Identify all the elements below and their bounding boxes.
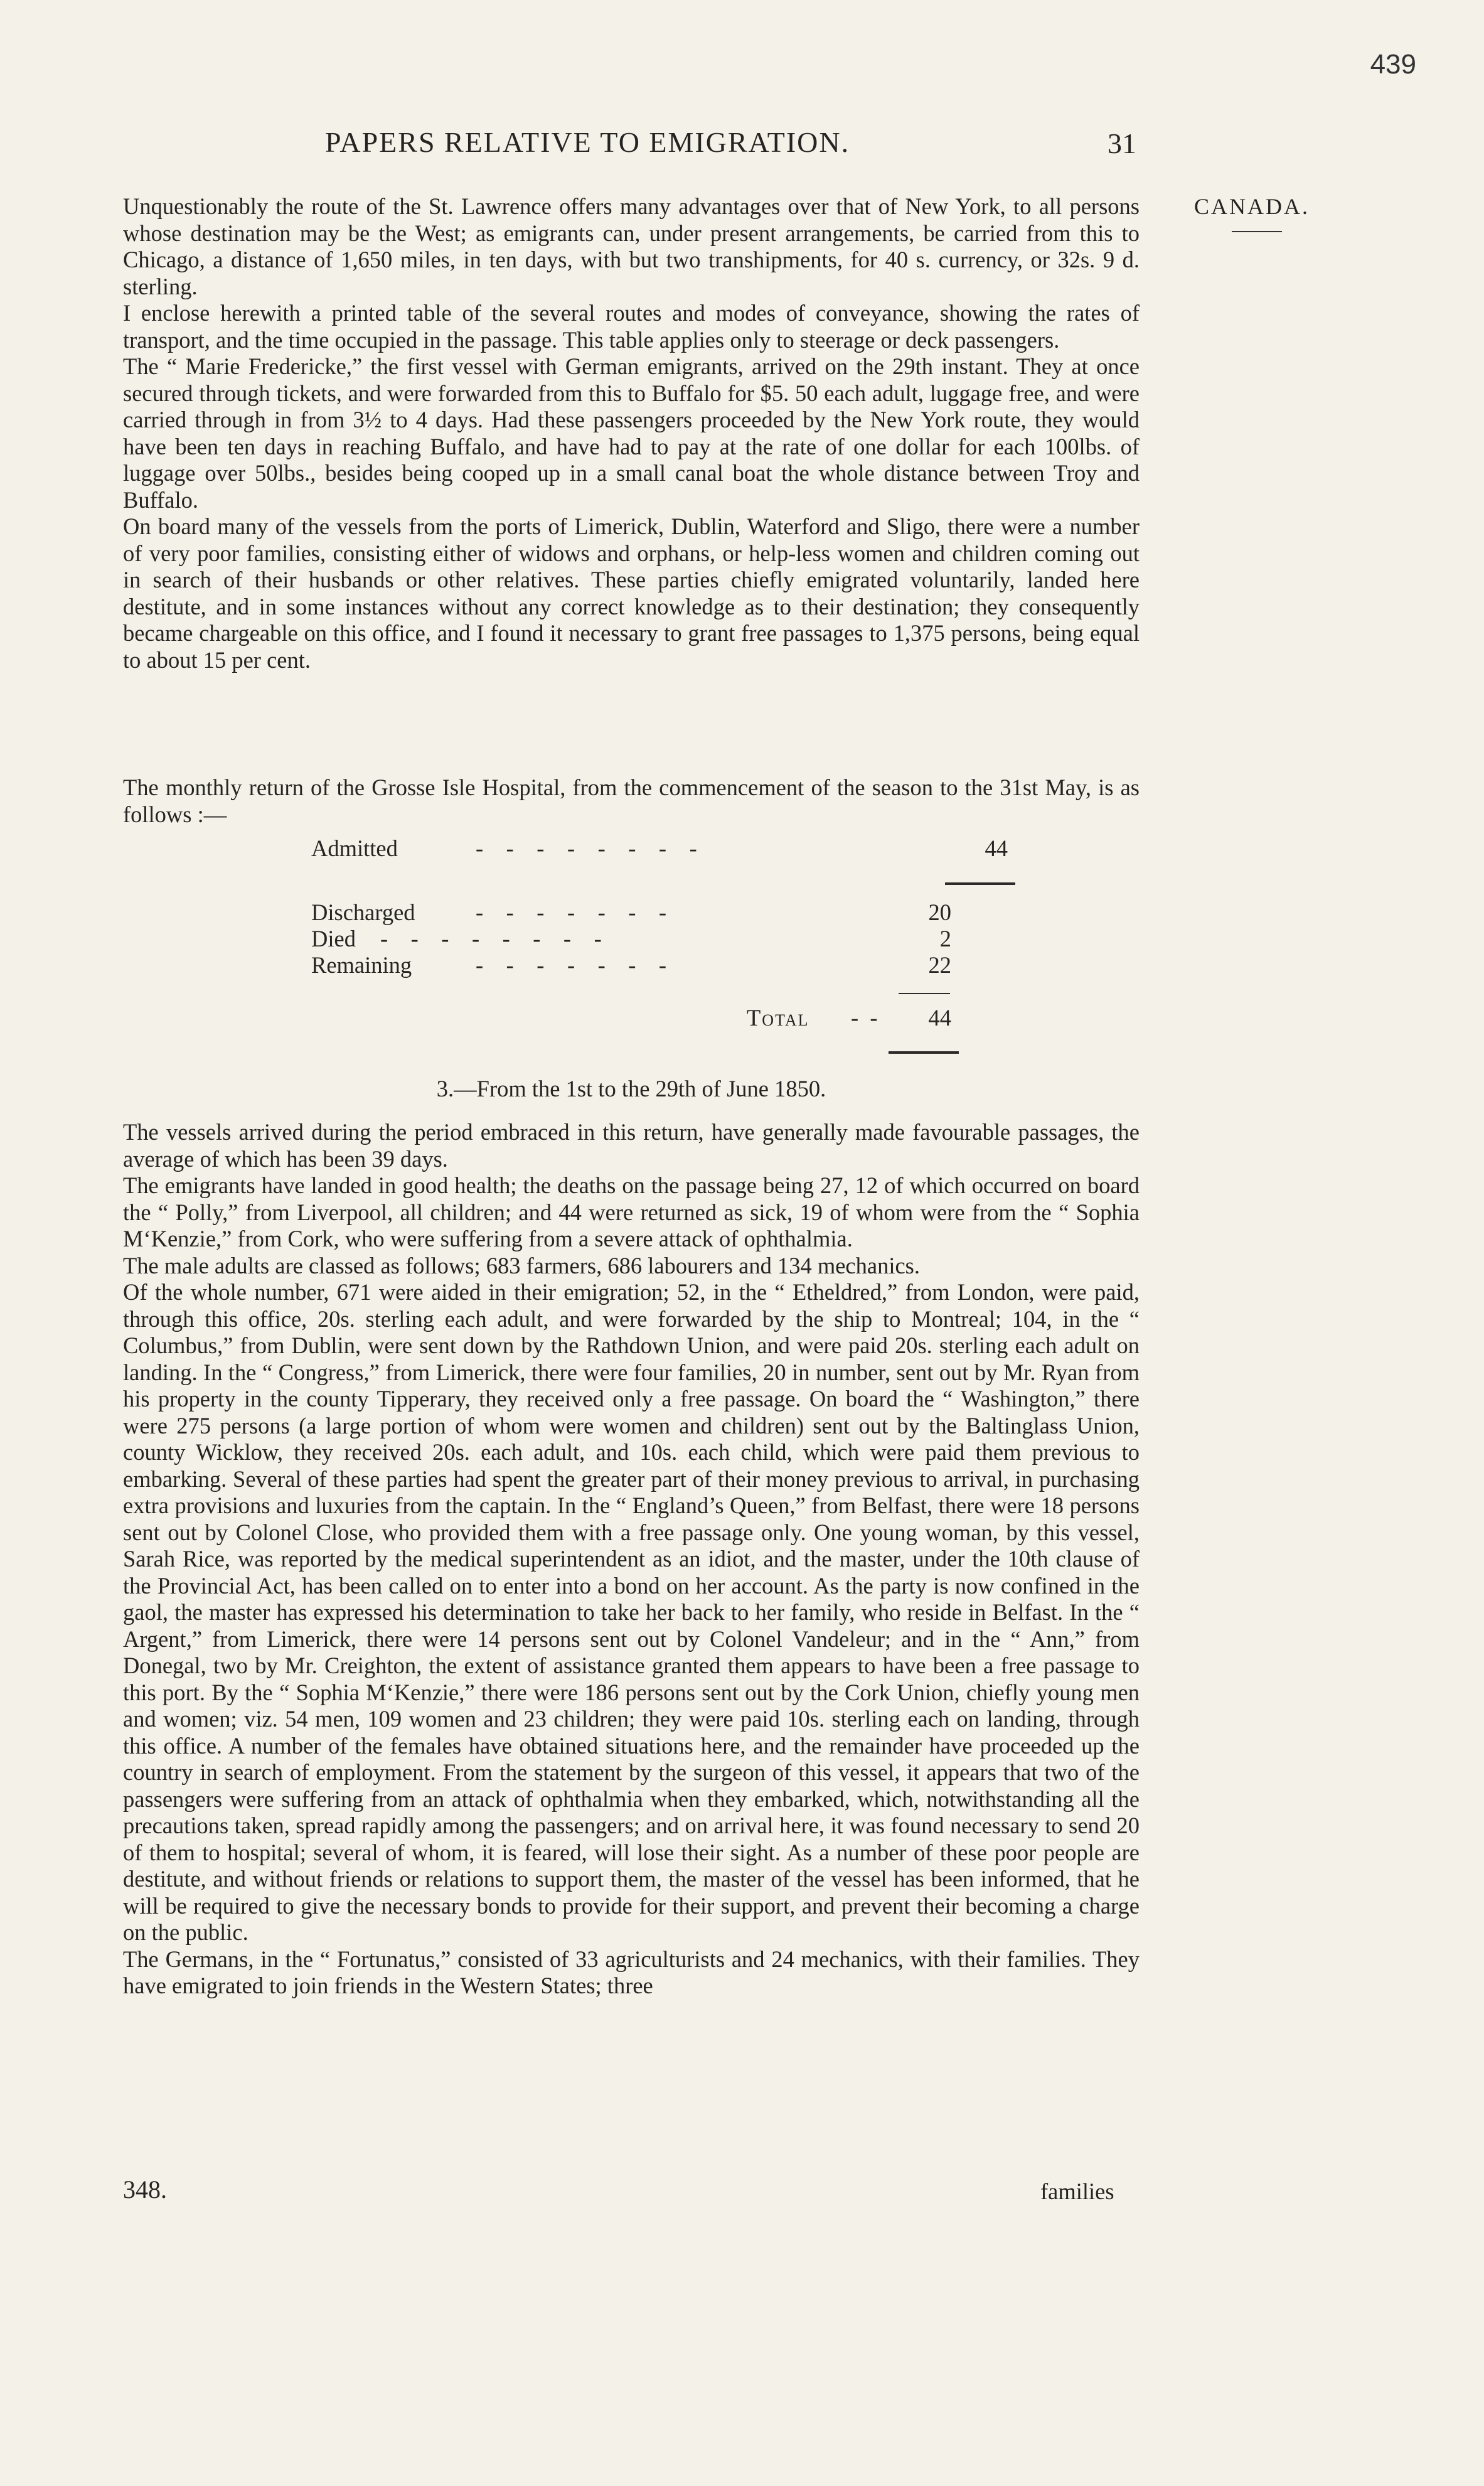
label-remaining: Remaining: [311, 952, 412, 978]
running-title: PAPERS RELATIVE TO EMIGRATION.: [325, 126, 850, 158]
paragraph: Unquestionably the route of the St. Lawrence offers many advantages over that of New York, to all persons whose destination may be the West; as emigrants can, under present arrangements, be carried from this to Chicago, a distance of 1,650 miles, in ten days, with but two transhipments, for 40 s. currency, or 32s. 9 d. sterling.: [123, 193, 1140, 299]
paragraph: I enclose herewith a printed table of the several routes and modes of conveyance, showing the rates of transport, and the time occupied in the passage. This table applies only to steerage or deck passengers.: [123, 300, 1140, 353]
row-died: [311, 925, 1020, 953]
body-section-a: [123, 193, 1140, 673]
row-remaining: [311, 951, 1020, 979]
leader-dots: - - - - - - -: [476, 952, 667, 978]
label-admitted: Admitted: [311, 835, 398, 861]
page-number: 31: [1108, 127, 1136, 159]
value-discharged: 20: [928, 899, 951, 925]
value-total: 44: [928, 1005, 951, 1031]
value-admitted: 44: [985, 835, 1008, 861]
paragraph: On board many of the vessels from the ports of Limerick, Dublin, Waterford and Sligo, there were a number of very poor families, consisting either of widows and orphans, or help-less women and children coming out in search of their husbands or other relatives. These parties chiefly emigrated voluntarily, landed here destitute, and in some instances without any correct knowledge as to their destination; they consequently became chargeable on this office, and I found it necessary to grant free passages to 1,375 persons, being equal to about 15 per cent.: [123, 513, 1140, 673]
margin-note: CANADA.: [1194, 194, 1310, 219]
rule: [899, 993, 950, 994]
label-total: Total: [747, 1005, 809, 1031]
row-discharged: [311, 899, 1020, 926]
margin-rule: [1232, 231, 1282, 232]
section-heading: 3.—From the 1st to the 29th of June 1850.: [436, 1076, 826, 1101]
row-admitted: [311, 835, 1020, 862]
leader-dots: - - - - - - - -: [380, 926, 602, 951]
row-total: [311, 1004, 1020, 1032]
paragraph: The emigrants have landed in good health; the deaths on the passage being 27, 12 of which occurred on board the “ Polly,” from Liverpool, all children; and 44 were returned as sick, 19 of whom were from the “ Sophia M‘Kenzie,” from Cork, who were suffering from a severe attack of ophthalmia.: [123, 1172, 1140, 1251]
body-section-b: [123, 774, 1140, 828]
value-remaining: 22: [928, 952, 951, 978]
leader-dots: - - - - - - - -: [476, 835, 697, 861]
rule: [945, 882, 1015, 885]
catchword: families: [1040, 2178, 1114, 2204]
leader-dots: - -: [851, 1005, 878, 1031]
paragraph: The vessels arrived during the period embraced in this return, have generally made favourable passages, the average of which has been 39 days.: [123, 1119, 1140, 1172]
paragraph: Of the whole number, 671 were aided in their emigration; 52, in the “ Etheldred,” from London, were paid, through this office, 20s. sterling each adult, and were forwarded by the ship to Montreal; 104, in the “ Columbus,” from Dublin, were sent down by the Rathdown Union, and were paid 20s. sterling each adult on landing. In the “ Congress,” from Limerick, there were four families, 20 in number, sent out by Mr. Ryan from his property in the county Tipperary, they received only a free passage. On board the “ Washington,” there were 275 persons (a large portion of whom were women and children) sent out by the Baltinglass Union, county Wicklow, they received 20s. each adult, and 10s. each child, which were paid them previous to embarking. Several of these parties had spent the greater part of their money previous to arrival, in purchasing extra provisions and luxuries from the captain. In the “ England’s Queen,” from Belfast, there were 18 persons sent out by Colonel Close, who provided them with a free passage only. One young woman, by this vessel, Sarah Rice, was reported by the medical superintendent as an idiot, and the master, under the 10th clause of the Provincial Act, has been called on to enter into a bond on her account. As the party is now confined in the gaol, the master has expressed his determination to take her back to her family, who reside in Belfast. In the “ Argent,” from Limerick, there were 14 persons sent out by Colonel Vandeleur; and in the “ Ann,” from Donegal, two by Mr. Creighton, the extent of assistance granted them appears to have been a free passage to this port. By the “ Sophia M‘Kenzie,” there were 186 persons sent out by the Cork Union, chiefly young men and women; viz. 54 men, 109 women and 23 children; they were paid 10s. sterling each on landing, through this office. A number of the females have obtained situations here, and the remainder have proceeded up the country in search of employment. From the statement by the surgeon of this vessel, it appears that two of the passengers were suffering from an attack of ophthalmia when they embarked, which, notwithstanding all the precautions taken, spread rapidly among the passengers; and on arrival here, it was found necessary to send 20 of them to hospital; several of whom, it is feared, will lose their sight. As a number of these poor people are destitute, and without friends or relations to support them, the master of the vessel has been informed, that he will be required to give the necessary bonds to provide for their support, and prevent their becoming a charge on the public.: [123, 1279, 1140, 1945]
leader-dots: - - - - - - -: [476, 899, 667, 925]
archive-page-number: 439: [1370, 49, 1416, 80]
value-died: 2: [939, 926, 951, 951]
rule: [889, 1051, 959, 1054]
label-discharged: Discharged: [311, 899, 415, 925]
footer-signature: 348.: [123, 2175, 167, 2204]
paragraph: The male adults are classed as follows; 683 farmers, 686 labourers and 134 mechanics.: [123, 1252, 920, 1278]
label-died: Died: [311, 926, 356, 951]
body-section-c: [123, 1119, 1140, 2000]
paragraph: The “ Marie Fredericke,” the first vessel with German emigrants, arrived on the 29th instant. They at once secured through tickets, and were forwarded from this to Buffalo for $5. 50 each adult, luggage free, and were carried through in from 3½ to 4 days. Had these passengers proceeded by the New York route, they would have been ten days in reaching Buffalo, and have had to pay at the rate of one dollar for each 100lbs. of luggage over 50lbs., besides being cooped up in a small canal boat the whole distance between Troy and Buffalo.: [123, 353, 1140, 513]
paragraph: The monthly return of the Grosse Isle Hospital, from the commencement of the season to the 31st May, is as follows :—: [123, 774, 1140, 827]
paragraph: The Germans, in the “ Fortunatus,” consisted of 33 agriculturists and 24 mechanics, with their families. They have emigrated to join friends in the Western States; three: [123, 1946, 1140, 1998]
